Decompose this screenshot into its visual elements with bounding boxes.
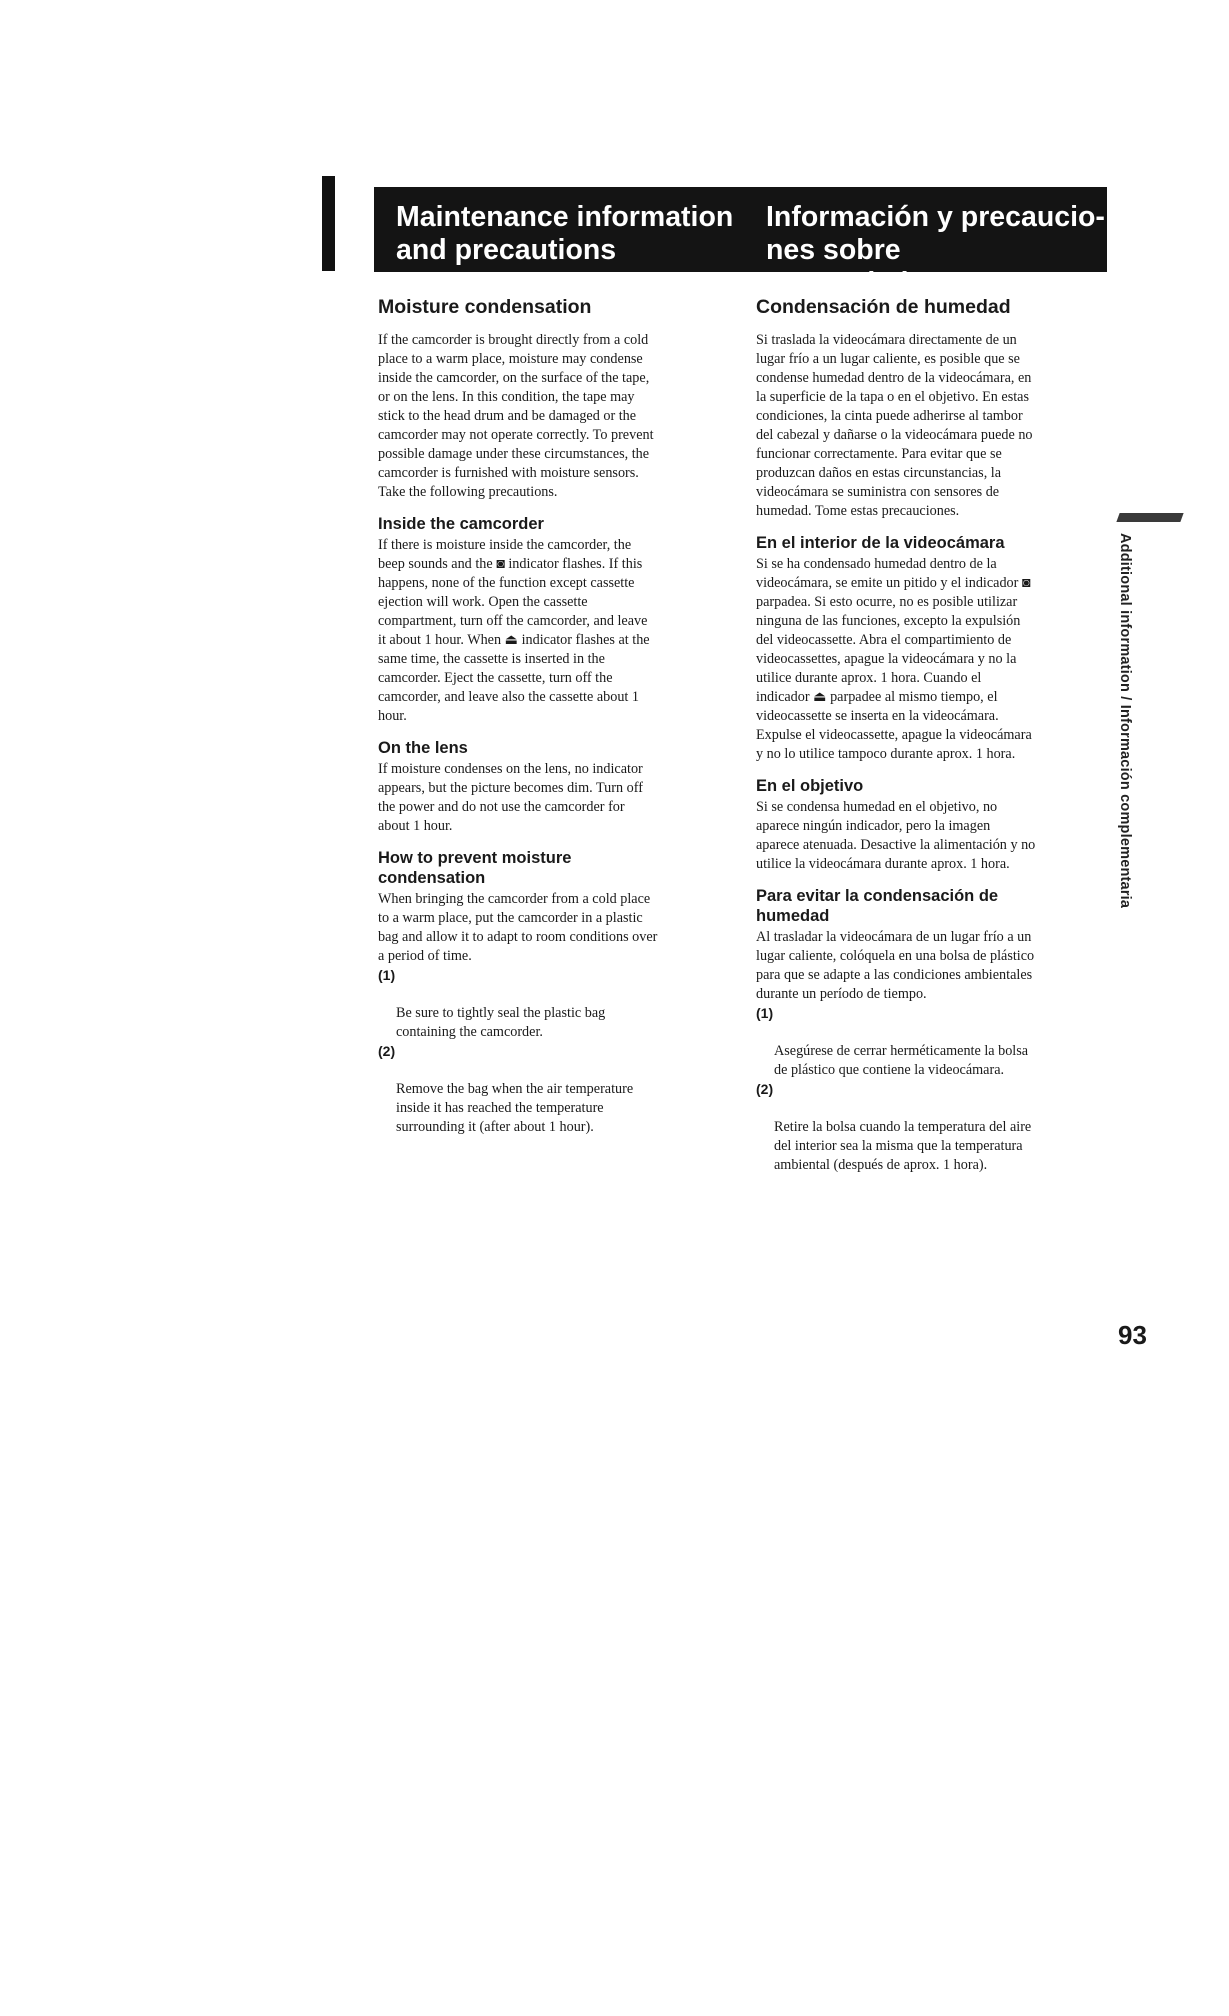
section-tab-mark xyxy=(1116,513,1183,522)
step-number: (1) xyxy=(378,967,396,983)
moisture-intro-en: If the camcorder is brought directly from a cold place to a warm place, moisture may condense inside the camcorder, on the surface of the tape, or on the lens. In this condition, the tape may stick to the head drum and be damaged or the camcorder may not operate correctly. To prevent possible damage under these circumstances, the camcorder is furnished with moisture sensors. Take the following precautions. xyxy=(378,332,654,500)
on-lens-text-en: If moisture condenses on the lens, no indicator appears, but the picture becomes dim. Turn off the power and do not use the camcorder for about 1 hour. xyxy=(378,761,643,834)
step-text: Retire la bolsa cuando la temperatura del aire del interior sea la misma que la temperatura ambiental (después de aprox. 1 hora). xyxy=(774,1119,1032,1173)
on-lens-heading-en: On the lens xyxy=(378,739,468,757)
on-lens-heading-es: En el objetivo xyxy=(756,777,864,795)
prevent-condensation-text-es: Al trasladar la videocámara de un lugar frío a un lugar caliente, colóquela en una bolsa de plástico para que se adapte a las condiciones ambientales durante un período de tiempo. xyxy=(756,929,1035,1002)
inside-camcorder-text-en: If there is moisture inside the camcorder, the beep sounds and the ◙ indicator flashes. If this happens, none of the function except cassette ejection will work. Open the cassette compartment, turn off the camcorder, and leave it about 1 hour. When ⏏ indicator flashes at the same time, the cassette is inserted in the camcorder. Eject the cassette, turn off the camcorder, and leave also the cassette about 1 hour. xyxy=(378,537,650,724)
page-title-es: Información y precaucio- nes sobre mantenimiento xyxy=(766,201,1105,299)
inside-camcorder-text-es: Si se ha condensado humedad dentro de la videocámara, se emite un pitido y el indicador ◙ parpadea. Si esto ocurre, no es posible utilizar ninguna de las funciones, excepto la expulsión del videocassette. Abra el compartimiento de videocassettes, apague la videocámara y no la utilice durante aprox. 1 hora. Cuando el indicador ⏏ parpadee al mismo tiempo, el videocassette se inserta en la videocámara. Expulse el videocassette, apague la videocámara y no lo utilice tampoco durante aprox. 1 hora. xyxy=(756,556,1032,762)
page-header xyxy=(374,187,1107,299)
step-text: Remove the bag when the air temperature inside it has reached the temperature surrounding it (after about 1 hour). xyxy=(396,1081,634,1135)
list-item xyxy=(378,1042,730,1137)
prevent-condensation-text-en: When bringing the camcorder from a cold place to a warm place, put the camcorder in a plastic bag and allow it to adapt to room conditions over a period of time. xyxy=(378,891,658,964)
moisture-intro-es: Si traslada la videocámara directamente de un lugar frío a un lugar caliente, es posible que se condense humedad dentro de la videocámara, en la superficie de la tapa o en el objetivo. En estas condiciones, la cinta puede adherirse al tambor del cabezal y dañarse o la videocámara puede no funcionar correctamente. Para evitar que se produzcan daños en estas circunstancias, la videocámara se suministra con sensores de humedad. Tome estas precauciones. xyxy=(756,332,1033,519)
moisture-condensation-heading-en: Moisture condensation xyxy=(378,296,592,318)
inside-camcorder-heading-es: En el interior de la videocámara xyxy=(756,534,1005,552)
english-column xyxy=(378,295,730,1137)
list-item xyxy=(756,1004,1106,1080)
section-side-tab: Additional information / Información complementaria xyxy=(1117,533,1133,909)
section-marker-bar xyxy=(322,176,335,271)
list-item xyxy=(756,1080,1106,1175)
page-title-en: Maintenance information and precautions xyxy=(396,201,734,266)
prevent-condensation-heading-es: Para evitar la condensación de humedad xyxy=(756,887,999,925)
moisture-condensation-heading-es: Condensación de humedad xyxy=(756,296,1011,318)
step-text: Be sure to tightly seal the plastic bag containing the camcorder. xyxy=(396,1005,606,1040)
spanish-column xyxy=(756,295,1106,1175)
step-number: (2) xyxy=(378,1043,396,1059)
step-number: (1) xyxy=(756,1005,774,1021)
prevent-condensation-heading-en: How to prevent moisture condensation xyxy=(378,849,572,887)
step-text: Asegúrese de cerrar herméticamente la bolsa de plástico que contiene la videocámara. xyxy=(774,1043,1029,1078)
list-item xyxy=(378,966,730,1042)
inside-camcorder-heading-en: Inside the camcorder xyxy=(378,515,544,533)
step-number: (2) xyxy=(756,1081,774,1097)
page-number: 93 xyxy=(1118,1320,1147,1350)
on-lens-text-es: Si se condensa humedad en el objetivo, no aparece ningún indicador, pero la imagen aparece atenuada. Desactive la alimentación y no utilice la videocámara durante aprox. 1 hora. xyxy=(756,799,1036,872)
